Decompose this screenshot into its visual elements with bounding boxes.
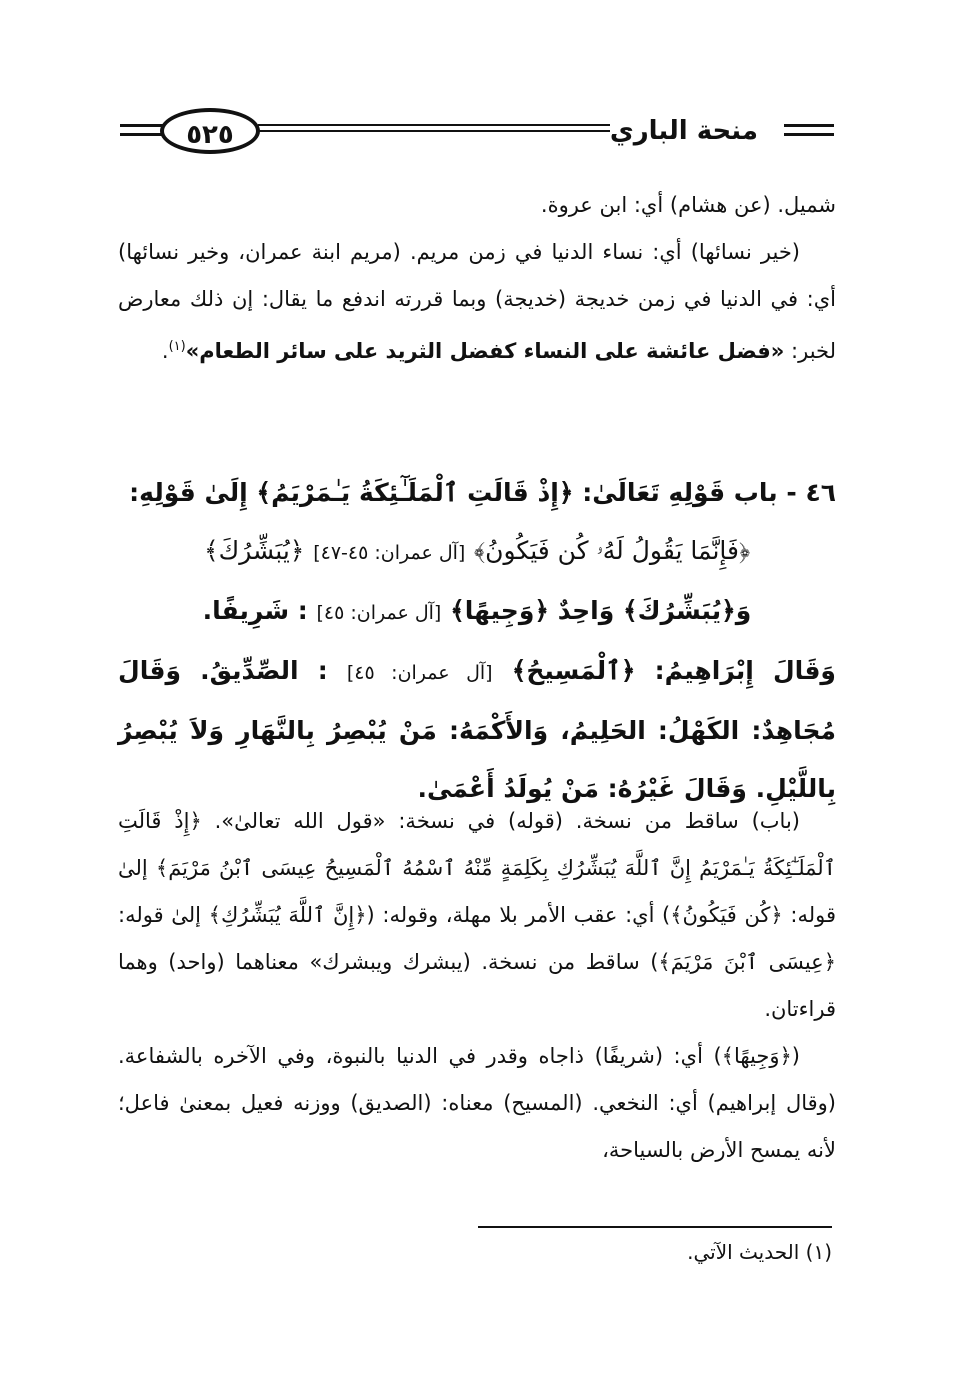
hadith-quote: «فضل عائشة على النساء كفضل الثريد على سائر الطعام» (185, 339, 785, 363)
chapter-line-1: ٤٦ - باب قَوْلِهِ تَعَالَىٰ: ﴿إِذْ قَالَتِ ٱلْمَلَـٰٓئِكَةُ يَـٰمَرْيَمُ﴾ إِلَىٰ قَوْلِهِ: (129, 478, 836, 507)
chapter-heading (118, 464, 836, 818)
commentary-paragraph-1: (باب) ساقط من نسخة. (قوله) في نسخة: «قول الله تعالىٰ». ﴿إِذْ قَالَتِ ٱلْمَلَـٰٓئِكَةُ يَـٰمَرْيَمُ إِنَّ ٱللَّهَ يُبَشِّرُكِ بِكَلِمَةٍ مِّنْهُ ٱسْمُهُ ٱلْمَسِيحُ عِيسَى ٱبْنُ مَرْيَمَ﴾ إلىٰ قوله: ﴿كُن فَيَكُونُ﴾) أي: عقب الأمر بلا مهلة، وقوله: (﴿إِنَّ ٱللَّهَ يُبَشِّرُكِ﴾ إلىٰ قوله: ﴿عِيسَى ٱبْنَ مَرْيَمَ﴾) ساقط من نسخة. (يبشرك ويبشرك» معناهما (واحد) وهما قراءتان. (118, 809, 836, 1021)
chapter-text: : الصِّدِّيقُ. وَقَالَ مُجَاهِدٌ: الكَهْلُ: الحَلِيمُ، وَالأَكْمَهُ: مَنْ يُبْصِرُ بِالنَّهَارِ وَلاَ يُبْصِرُ بِاللَّيْلِ. وَقَالَ غَيْرُهُ: مَنْ يُولَدُ أَعْمَىٰ. (118, 656, 836, 803)
intro-end: . (161, 339, 169, 363)
chapter-text: : شَرِيفًا. (202, 596, 308, 625)
footnote: (١) الحديث الآتي. (687, 1240, 832, 1264)
page-number: ٥٢٥ (160, 108, 260, 154)
intro-paragraph (118, 229, 836, 375)
intro-paragraph-text: (خير نسائها) أي: نساء الدنيا في زمن مريم. (مريم ابنة عمران، وخير نسائها) أي: في الدنيا في زمن خديجة (خديجة) وبما قررته اندفع ما يقال: إن ذلك معارض لخبر: (118, 240, 836, 363)
header-rule-right (784, 124, 834, 136)
chapter-text: وَقَالَ إِبْرَاهِيمُ: ﴿ٱلْمَسِيحُ﴾ (511, 656, 836, 685)
chapter-text: وَ﴿يُبَشِّرُكَ﴾ وَاحِدٌ ﴿وَجِيهًا﴾ (450, 596, 752, 625)
verse-reference: [آل عمران: ٤٥-٤٧] (313, 542, 466, 564)
intro-line: شميل. (عن هشام) أي: ابن عروة. (540, 193, 836, 217)
chapter-line-3 (118, 582, 836, 642)
intro-block (118, 182, 836, 375)
verse-text: ﴿فَإِنَّمَا يَقُولُ لَهُۥ كُن فَيَكُونُ﴾ (474, 536, 751, 565)
chapter-line-4 (118, 642, 836, 818)
running-title: منحة الباري (609, 116, 758, 146)
footnote-ref: (١) (168, 339, 186, 354)
verse-text: ﴿يُبَشِّرُكَ﴾ (203, 536, 305, 565)
header-rule-left (120, 124, 164, 136)
verse-reference: [آل عمران: ٤٥] (316, 602, 442, 624)
header-rule-middle (258, 124, 610, 132)
verse-reference: [آل عمران: ٤٥] (346, 662, 493, 684)
chapter-line-2 (118, 522, 836, 582)
commentary-block (118, 798, 836, 1174)
commentary-paragraph-2: (﴿وَجِيهًا﴾) أي: (شريفًا) ذاجاه وقدر في الدنيا بالنبوة، وفي الآخره بالشفاعة. (وقال إبراهيم) أي: النخعي. (المسيح) معناه: (الصديق) ووزنه فعيل بمعنىٰ فاعل؛ لأنه يمسح الأرض بالسياحة، (118, 1044, 836, 1162)
footnote-rule (478, 1226, 832, 1228)
